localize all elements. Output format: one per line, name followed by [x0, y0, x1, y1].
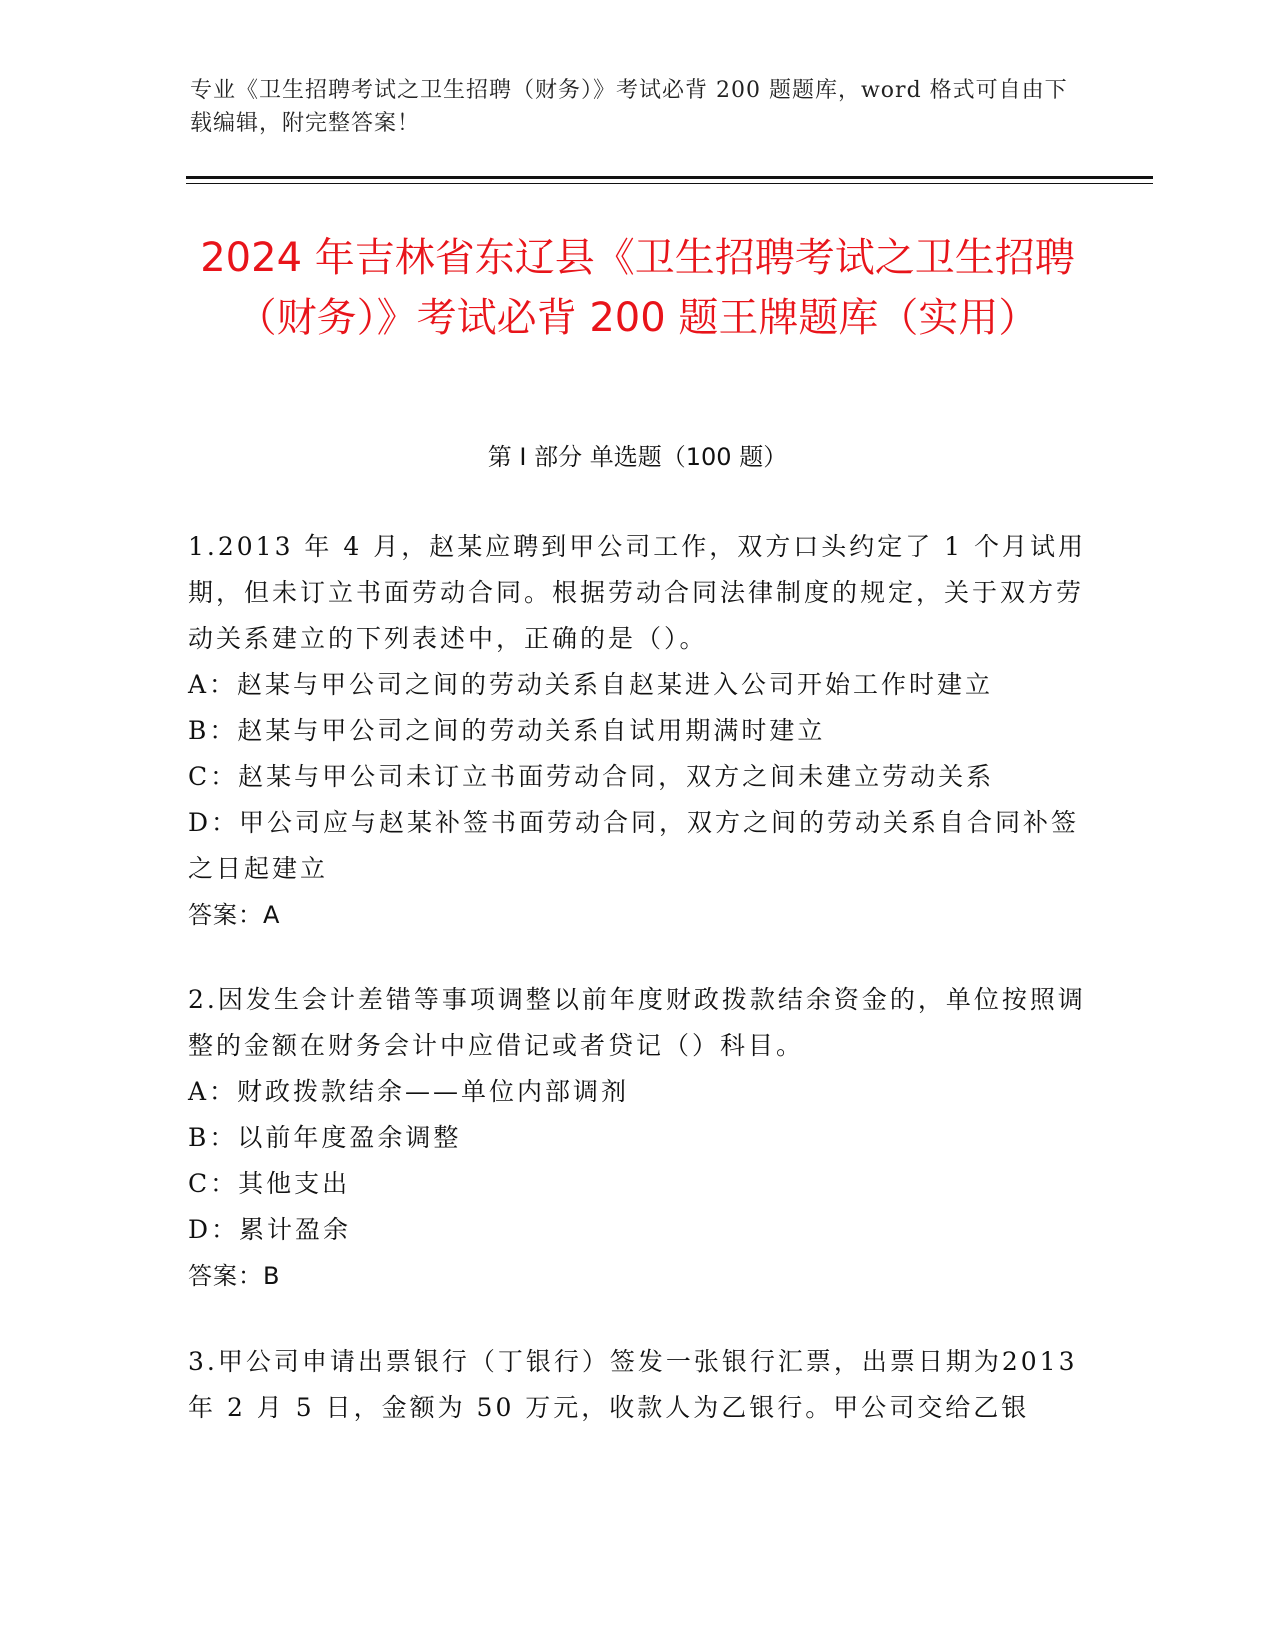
option-a: A：赵某与甲公司之间的劳动关系自赵某进入公司开始工作时建立: [188, 670, 994, 699]
question-1: [188, 524, 1088, 938]
question-2: [188, 977, 1088, 1299]
option-d: D：累计盈余: [188, 1215, 352, 1244]
option-a: A：财政拨款结余——单位内部调剂: [188, 1077, 630, 1106]
question-stem: 2.因发生会计差错等事项调整以前年度财政拨款结余资金的，单位按照调整的金额在财务会计中应借记或者贷记（）科目。: [188, 985, 1086, 1060]
header-note: 专业《卫生招聘考试之卫生招聘（财务）》考试必背 200 题题库，word 格式可自由下载编辑，附完整答案！: [190, 78, 1068, 136]
answer-label: 答案：B: [188, 1262, 281, 1290]
answer-label: 答案：A: [188, 901, 281, 929]
section-heading: 第 I 部分 单选题（100 题）: [487, 443, 788, 471]
question-stem: 3.甲公司申请出票银行（丁银行）签发一张银行汇票，出票日期为2013 年 2 月 5 日，金额为 50 万元，收款人为乙银行。甲公司交给乙银: [188, 1347, 1078, 1422]
option-b: B：赵某与甲公司之间的劳动关系自试用期满时建立: [188, 716, 826, 745]
question-stem: 1.2013 年 4 月，赵某应聘到甲公司工作，双方口头约定了 1 个月试用期，但未订立书面劳动合同。根据劳动合同法律制度的规定，关于双方劳动关系建立的下列表述中，正确的是（）。: [188, 532, 1087, 653]
option-b: B：以前年度盈余调整: [188, 1123, 462, 1152]
document-title: 2024 年吉林省东辽县《卫生招聘考试之卫生招聘（财务）》考试必背 200 题王牌题库（实用）: [200, 235, 1075, 341]
option-d: D：甲公司应与赵某补签书面劳动合同，双方之间的劳动关系自合同补签之日起建立: [188, 808, 1080, 883]
option-c: C：其他支出: [188, 1169, 351, 1198]
header-rule-thin: [186, 183, 1153, 184]
option-c: C：赵某与甲公司未订立书面劳动合同，双方之间未建立劳动关系: [188, 762, 995, 791]
header-rule-thick: [186, 176, 1153, 179]
question-3: [188, 1339, 1088, 1431]
